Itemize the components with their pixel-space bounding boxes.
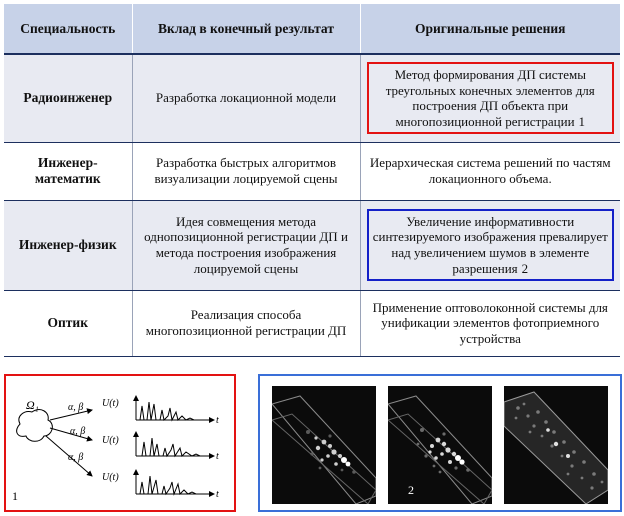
axis-label-1: t	[216, 415, 219, 426]
synthesized-image-3	[504, 386, 608, 504]
signal-label-2: U(t)	[102, 435, 119, 446]
ray-label-3: α, β	[68, 452, 84, 463]
registration-diagram	[6, 376, 233, 509]
solution-text: Увеличение информативности синтезируемого изображения превалирует над увеличением шумов в элементе разрешения	[372, 213, 608, 276]
ray-label-1: α, β	[68, 402, 84, 413]
header-solutions: Оригинальные решения	[360, 4, 620, 54]
solution-cell: Применение оптоволоконной системы для унификации элементов фотоприемного устройства	[360, 290, 620, 356]
contribution-cell: Реализация способа многопозиционной регистрации ДП	[132, 290, 360, 356]
solution-cell: Иерархическая система решений по частям локационного объема.	[360, 142, 620, 200]
specialty-cell: Оптик	[4, 290, 132, 356]
object-label: Ω₁	[26, 398, 39, 412]
signal-label-1: U(t)	[102, 398, 119, 409]
signal-graph-3	[102, 470, 219, 500]
solution-cell	[360, 200, 620, 290]
signal-graph-2	[102, 432, 219, 462]
synthesized-image-1	[272, 386, 376, 504]
header-contribution: Вклад в конечный результат	[132, 4, 360, 54]
panel-number-2: 2	[408, 483, 414, 497]
table-header-row	[4, 4, 620, 54]
registration-diagram-panel	[4, 374, 236, 512]
highlight-box-2	[367, 209, 615, 281]
solution-marker: 1	[578, 113, 586, 129]
solution-cell	[360, 54, 620, 142]
synthesized-images-panel	[258, 374, 622, 512]
ray-label-2: α, β	[70, 426, 86, 437]
contribution-cell: Разработка быстрых алгоритмов визуализации лоцируемой сцены	[132, 142, 360, 200]
specialty-cell: Инженер-математик	[4, 142, 132, 200]
header-specialty: Специальность	[4, 4, 132, 54]
table-row	[4, 200, 620, 290]
signal-graph-1	[102, 396, 219, 426]
table-row	[4, 54, 620, 142]
specialty-cell: Радиоинженер	[4, 54, 132, 142]
synthesized-image-2	[388, 386, 492, 504]
table-row	[4, 290, 620, 356]
specialists-table	[4, 4, 620, 357]
axis-label-3: t	[216, 489, 219, 500]
contribution-cell: Разработка локационной модели	[132, 54, 360, 142]
highlight-box-1	[367, 62, 615, 134]
panel-number-1: 1	[12, 489, 18, 503]
contribution-cell: Идея совмещения метода однопозиционной регистрации ДП и метода построения изображения лоцируемой сцены	[132, 200, 360, 290]
signal-label-3: U(t)	[102, 472, 119, 483]
table-row	[4, 142, 620, 200]
solution-marker: 2	[521, 260, 529, 276]
specialty-cell: Инженер-физик	[4, 200, 132, 290]
solution-text: Метод формирования ДП системы треугольных конечных элементов для построения ДП объекта при многопозиционной регистрации	[385, 67, 595, 129]
axis-label-2: t	[216, 451, 219, 462]
